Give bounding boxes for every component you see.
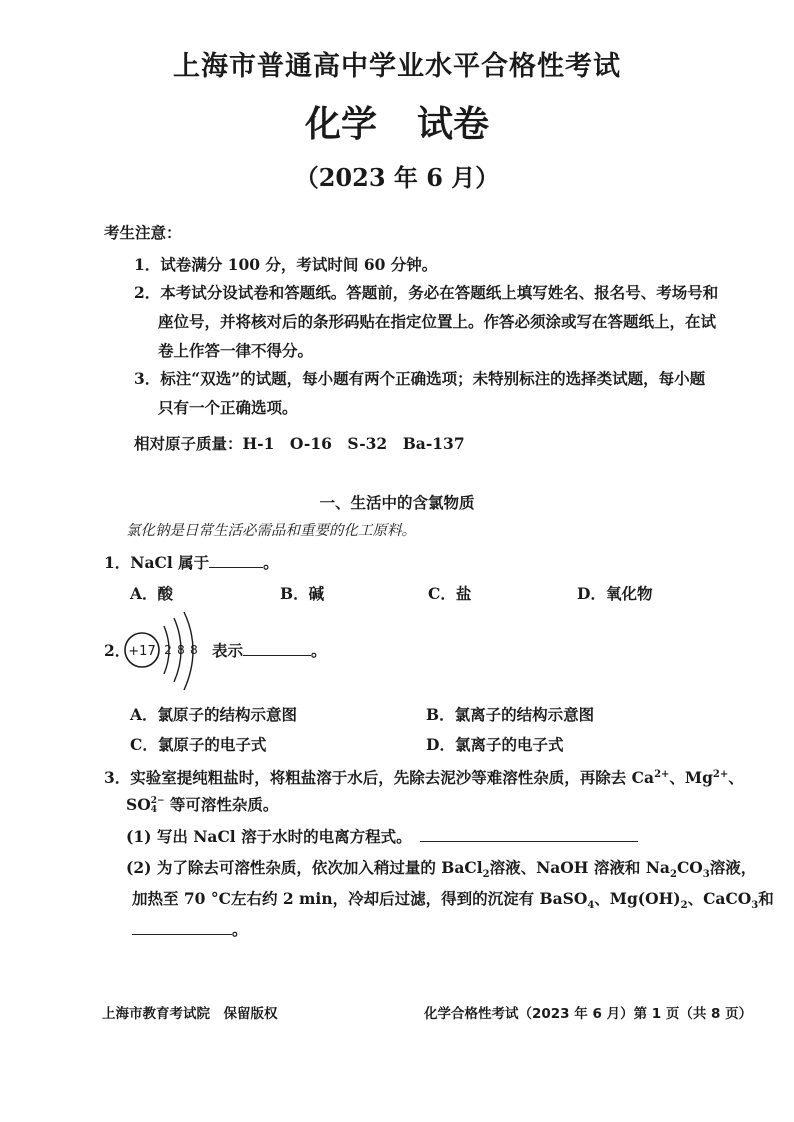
na2-sub: 2 <box>669 869 677 881</box>
oh2-sub: 2 <box>680 900 688 912</box>
q3-sub1-blank <box>420 827 638 842</box>
q3-sub2-a: (2) 为了除去可溶性杂质，依次加入稍过量的 BaCl <box>126 858 483 877</box>
notice-item-2-line-3: 卷上作答一律不得分。 <box>158 341 314 360</box>
caco3-sub: 3 <box>751 900 759 912</box>
baso4-sub: 4 <box>587 900 595 912</box>
mg-charge: 2+ <box>712 769 729 780</box>
q3-sub1-text: (1) 写出 NaCl 溶于水时的电离方程式。 <box>126 827 412 846</box>
atomic-masses: 相对原子质量：H-1 O-16 S-32 Ba-137 <box>134 434 465 453</box>
atom-structure-diagram <box>118 612 218 692</box>
q2-answer-blank <box>243 641 311 656</box>
notice-item-2-line-1: 2．本考试分设试卷和答题纸。答题前，务必在答题纸上填写姓名、报名号、考场号和 <box>134 283 719 302</box>
q2-option-a: A．氯原子的结构示意图 <box>130 705 298 724</box>
q3-sub2-end: 。 <box>232 920 248 939</box>
question-3-sub-2-line-3 <box>132 919 248 941</box>
q3-sub2-line2-d: 和 <box>758 889 774 908</box>
subject-label: 化学 <box>304 103 377 145</box>
q3-tail: 、 <box>728 768 744 788</box>
q2-stem-pre: 表示 <box>212 641 244 660</box>
q3-sub2-line2-a: 加热至 70 °C左右约 2 min，冷却后过滤，得到的沉淀有 BaSO <box>132 889 588 908</box>
paper-title <box>0 96 794 147</box>
so4-sub: 4 <box>150 805 157 815</box>
question-3-line-2 <box>126 794 278 816</box>
question-3-sub-2-line-1 <box>126 857 756 886</box>
q2-option-c: C．氯原子的电子式 <box>130 735 267 754</box>
q1-stem-pre: 1．NaCl 属于 <box>104 553 210 572</box>
q3-sub2-c: CO <box>676 858 703 877</box>
footer-copyright: 上海市教育考试院 保留版权 <box>102 1006 278 1022</box>
question-3-sub-2-line-2 <box>132 888 774 917</box>
shell-1-electrons: 2 <box>164 643 172 657</box>
q2-option-d: D．氯离子的电子式 <box>426 735 564 754</box>
q3-sub2-b: 溶液、NaOH 溶液和 Na <box>489 858 670 877</box>
q1-option-d: D．氧化物 <box>577 584 653 603</box>
bacl2-sub: 2 <box>482 869 490 881</box>
so4-charge: 2− <box>150 796 165 806</box>
notice-item-2-line-2: 座位号，并将核对后的条形码贴在指定位置上。作答必须涂或写在答题纸上，在试 <box>158 312 717 331</box>
q3-sub2-line2-b: 、Mg(OH) <box>594 889 681 908</box>
q1-option-c: C．盐 <box>428 584 472 603</box>
q2-stem-post: 。 <box>311 641 327 660</box>
q1-option-b: B．碱 <box>280 584 325 603</box>
q3-sub2-blank <box>132 920 232 935</box>
ca-charge: 2+ <box>654 769 670 780</box>
notice-heading: 考生注意： <box>104 223 182 242</box>
footer-page-info: 化学合格性考试（2023 年 6 月）第 1 页（共 8 页） <box>424 1006 753 1022</box>
q3-sep: 、Mg <box>669 768 713 788</box>
q1-answer-blank <box>209 553 263 568</box>
notice-item-1: 1．试卷满分 100 分，考试时间 60 分钟。 <box>134 255 438 274</box>
question-1-stem <box>104 552 279 574</box>
q3-text-2: 等可溶性杂质。 <box>164 795 279 814</box>
section-title: 一、生活中的含氯物质 <box>319 494 475 512</box>
section-intro: 氯化钠是日常生活必需品和重要的化工原料。 <box>126 523 416 539</box>
paper-label: 试卷 <box>417 103 490 145</box>
q1-option-a: A．酸 <box>130 584 174 603</box>
notice-item-3-line-1: 3．标注“双选”的试题，每小题有两个正确选项；未特别标注的选择类试题，每小题 <box>134 369 706 388</box>
question-2-number: 2． <box>104 641 131 660</box>
exam-date: （2023 年 6 月） <box>294 163 500 192</box>
exam-title: 上海市普通高中学业水平合格性考试 <box>173 51 621 82</box>
q3-sub2-d: 溶液， <box>709 858 757 877</box>
shell-2-electrons: 8 <box>177 643 185 657</box>
shell-3-electrons: 8 <box>190 643 198 657</box>
q3-sub2-line2-c: 、CaCO <box>687 889 752 908</box>
question-2-stem <box>212 640 327 662</box>
nucleus-charge: +17 <box>128 644 156 659</box>
q2-option-b: B．氯离子的结构示意图 <box>426 705 595 724</box>
notice-item-3-line-2: 只有一个正确选项。 <box>158 398 298 417</box>
q1-stem-post: 。 <box>263 553 279 572</box>
question-3-line-1 <box>104 764 744 789</box>
co3-sub: 3 <box>702 869 710 881</box>
q3-text-1: 3．实验室提纯粗盐时，将粗盐溶于水后，先除去泥沙等难溶性杂质，再除去 Ca <box>104 768 655 788</box>
question-3-sub-1 <box>126 826 638 848</box>
so4-base: SO <box>126 795 151 814</box>
